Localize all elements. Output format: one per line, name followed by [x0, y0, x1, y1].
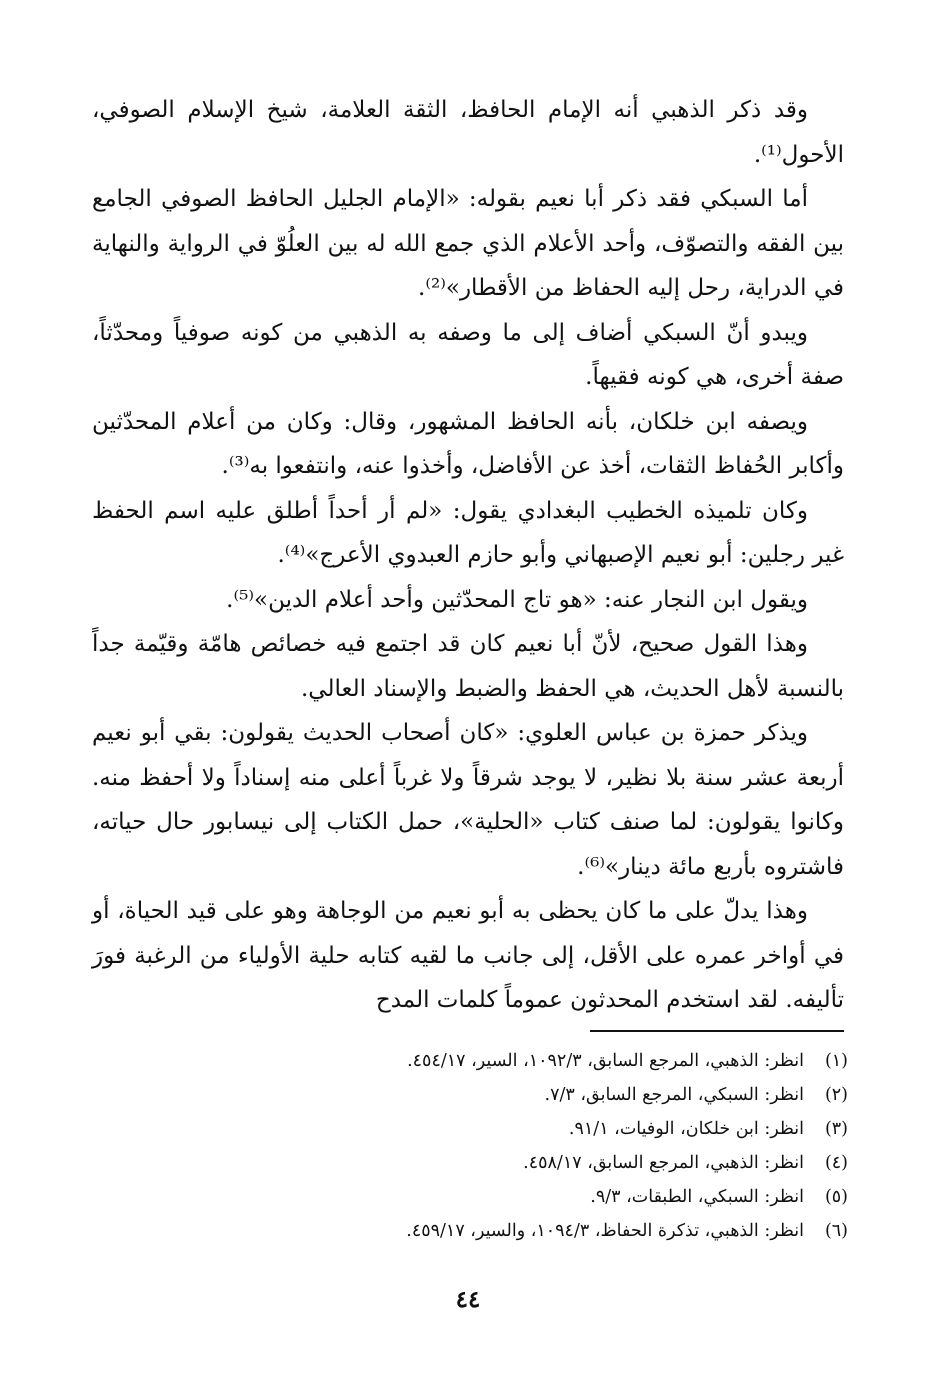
footnote-separator	[590, 1030, 844, 1032]
footnote-number: (٤)	[824, 1153, 848, 1173]
footnote-text: انظر: السبكي، المرجع السابق، ٧/٣.	[544, 1085, 804, 1105]
main-text	[92, 88, 844, 1023]
paragraph: وكان تلميذه الخطيب البغدادي يقول: «لم أر أحداً أطلق عليه اسم الحفظ غير رجلين: أبو نعيم الإصبهاني وأبو حازم العبدوي الأعرج»⁽⁴⁾.	[92, 497, 844, 568]
paragraph: ويقول ابن النجار عنه: «هو تاج المحدّثين وأحد أعلام الدين»⁽⁵⁾.	[226, 586, 808, 613]
footnote-text: انظر: ابن خلكان، الوفيات، ٩١/١.	[568, 1119, 804, 1139]
paragraph: ويصفه ابن خلكان، بأنه الحافظ المشهور، وقال: وكان من أعلام المحدّثين وأكابر الحُفاظ الثقات، أخذ عن الأفاضل، وأخذوا عنه، وانتفعوا به⁽³⁾.	[92, 408, 844, 479]
paragraph: ويبدو أنّ السبكي أضاف إلى ما وصفه به الذهبي من كونه صوفياً ومحدّثاً، صفة أخرى، هي كونه فقيهاً.	[92, 319, 844, 390]
footnote	[88, 1214, 848, 1248]
paragraph: ويذكر حمزة بن عباس العلوي: «كان أصحاب الحديث يقولون: بقي أبو نعيم أربعة عشر سنة بلا نظير، لا يوجد شرقاً ولا غرباً أعلى منه إسناداً ولا أحفظ منه. وكانوا يقولون: لما صنف كتاب «الحلية»، حمل الكتاب إلى نيسابور حال حياته، فاشتروه بأربع مائة دينار»⁽⁶⁾.	[92, 720, 844, 880]
paragraph: وهذا القول صحيح، لأنّ أبا نعيم كان قد اجتمع فيه خصائص هامّة وقيّمة جداً بالنسبة لأهل الحديث، هي الحفظ والضبط والإسناد العالي.	[92, 631, 844, 702]
footnote-number: (٣)	[824, 1119, 848, 1139]
footnote	[88, 1044, 848, 1078]
footnote-number: (٦)	[824, 1221, 848, 1241]
footnote	[88, 1112, 848, 1146]
footnote	[88, 1078, 848, 1112]
footnote-text: انظر: السبكي، الطبقات، ٩/٣.	[590, 1187, 804, 1207]
paragraph: وقد ذكر الذهبي أنه الإمام الحافظ، الثقة العلامة، شيخ الإسلام الصوفي، الأحول⁽¹⁾.	[92, 97, 844, 168]
footnote-number: (٢)	[824, 1085, 848, 1105]
footnote-number: (١)	[824, 1051, 848, 1071]
paragraph: وهذا يدلّ على ما كان يحظى به أبو نعيم من الوجاهة وهو على قيد الحياة، أو في أواخر عمره على الأقل، إلى جانب ما لقيه كتابه حلية الأولياء من الرغبة فورَ تأليفه. لقد استخدم المحدثون عموماً كلمات المدح	[92, 898, 844, 1013]
footnote	[88, 1146, 848, 1180]
page-number: ٤٤	[455, 1286, 481, 1313]
footnote-text: انظر: الذهبي، المرجع السابق، ٤٥٨/١٧.	[523, 1153, 804, 1173]
footnote-text: انظر: الذهبي، تذكرة الحفاظ، ١٠٩٤/٣، والسير، ٤٥٩/١٧.	[406, 1221, 804, 1241]
footnote-text: انظر: الذهبي، المرجع السابق، ١٠٩٢/٣، السير، ٤٥٤/١٧.	[407, 1051, 804, 1071]
footnote-number: (٥)	[824, 1187, 848, 1207]
footnotes-list	[88, 1044, 848, 1248]
footnote	[88, 1180, 848, 1214]
paragraph: أما السبكي فقد ذكر أبا نعيم بقوله: «الإمام الجليل الحافظ الصوفي الجامع بين الفقه والتصوّف، وأحد الأعلام الذي جمع الله له بين العلُوّ في الرواية والنهاية في الدراية، رحل إليه الحفاظ من الأقطار»⁽²⁾.	[92, 186, 844, 301]
